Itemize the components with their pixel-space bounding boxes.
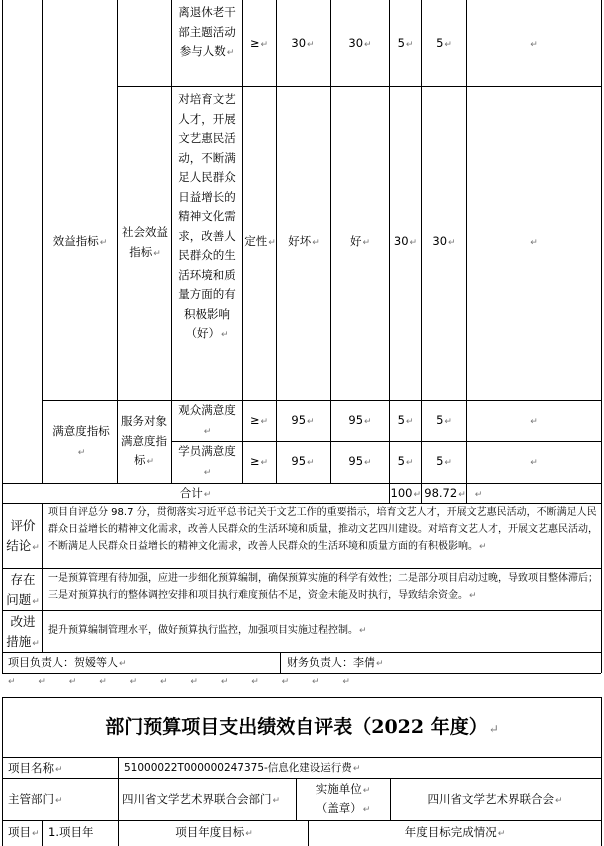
level2-social-benefit: 社会效益指标↵ [122, 225, 168, 259]
score-value: 5↵ [436, 454, 452, 468]
impl-unit-value: 四川省文学艺术界联合会↵ [427, 792, 563, 806]
measures-label: 改进措施↵ [6, 614, 40, 649]
project-name-label: 项目名称↵ [8, 761, 63, 775]
actual-value: 30↵ [348, 36, 372, 50]
weight-value: 5↵ [397, 36, 414, 50]
score-value: 5↵ [436, 36, 452, 50]
target-value: 95↵ [291, 454, 315, 468]
target-value: 好坏↵ [288, 234, 320, 248]
impl-unit-stamp: （盖章）↵ [315, 801, 371, 815]
symbol-gte: ≥↵ [249, 454, 269, 468]
header-project: 项目↵ [8, 825, 40, 839]
total-label: 合计↵ [179, 486, 212, 500]
weight-value: 30↵ [393, 234, 418, 248]
actual-value: 95↵ [348, 454, 372, 468]
total-remark: ↵ [474, 490, 483, 500]
impl-unit-label: 实施单位↵ [315, 782, 371, 796]
remark-cell: ↵ [530, 417, 538, 427]
measures-text: 提升预算编制管理水平，做好预算执行监控，加强项目实施过程控制。↵ [48, 625, 367, 636]
remark-cell: ↵ [530, 238, 538, 248]
finance-leader: 财务负责人：李倩↵ [287, 656, 384, 669]
problems-text: 一是预算管理有待加强，应进一步细化预算编制，确保预算实施的科学有效性；二是部分项目启动过晚，导致项目整体滞后；三是对预算执行的整体调控安排和项目执行难度预估不足，资金未能及时执行，导致结余资金。↵ [48, 573, 598, 601]
target-value: 30↵ [291, 36, 315, 50]
symbol-gte: ≥↵ [249, 36, 269, 50]
level2-service-satisfaction: 服务对象满意度指标↵ [121, 414, 167, 467]
header-goal-completion: 年度目标完成情况↵ [404, 825, 506, 839]
header-project-year: 1.项目年 [48, 825, 94, 839]
indicator-social-impact: 对培育文艺人才，开展文艺惠民活动，不断满足人民群众日益增长的精神文化需求，改善人民群众的生活环境和质量方面的有积极影响（好）↵ [178, 92, 236, 340]
conclusion-text: 项目自评总分 98.7 分，贯彻落实习近平总书记关于文艺工作的重要指示，培育文艺人才，开展文艺惠民活动，不断满足人民群众日益增长的精神文化需求，改善人民群众的生活环境和质量，推动文艺四川建设。对培育文艺人才，开展文艺惠民活动，不断满足人民群众日益增长的精神文化需求，改善人民群众的生活环境和质量方面的有积极影响。↵ [48, 507, 598, 552]
total-score: 98.72↵ [424, 486, 466, 500]
total-weight: 100↵ [390, 486, 421, 500]
dept-value: 四川省文学艺术界联合会部门↵ [122, 792, 281, 806]
symbol-gte: ≥↵ [249, 413, 269, 427]
remark-cell: ↵ [530, 458, 538, 468]
remark-cell: ↵ [530, 40, 538, 50]
project-name-value: 51000022T000000247375-信息化建设运行费↵ [124, 762, 361, 774]
weight-value: 5↵ [397, 413, 414, 427]
weight-value: 5↵ [397, 454, 414, 468]
form-title: 部门预算项目支出绩效自评表（2022 年度）↵ [105, 716, 499, 738]
indicator-audience-satisfaction: 观众满意度↵ [178, 403, 236, 437]
level1-satisfaction: 满意度指标↵ [52, 424, 110, 458]
actual-value: 95↵ [348, 413, 372, 427]
indicator-type: 定性↵ [244, 234, 276, 248]
score-value: 5↵ [436, 413, 452, 427]
conclusion-label: 评价结论↵ [6, 518, 40, 553]
indicator-retired-activity: 离退休老干部主题活动参与人数↵ [178, 5, 236, 58]
problems-label: 存在问题↵ [6, 572, 40, 607]
target-value: 95↵ [291, 413, 315, 427]
level1-benefit-indicator: 效益指标↵ [52, 234, 108, 248]
project-leader: 项目负责人：贺嫒等人↵ [8, 656, 127, 669]
indicator-student-satisfaction: 学员满意度↵ [178, 444, 236, 478]
score-value: 30↵ [432, 234, 456, 248]
dept-label: 主管部门↵ [8, 792, 63, 806]
actual-value: 好↵ [349, 234, 371, 248]
header-annual-goal: 项目年度目标↵ [175, 825, 253, 839]
paragraph-marks: ↵ ↵ ↵ ↵ ↵ ↵ ↵ ↵ ↵ ↵ ↵ ↵ [8, 677, 350, 687]
